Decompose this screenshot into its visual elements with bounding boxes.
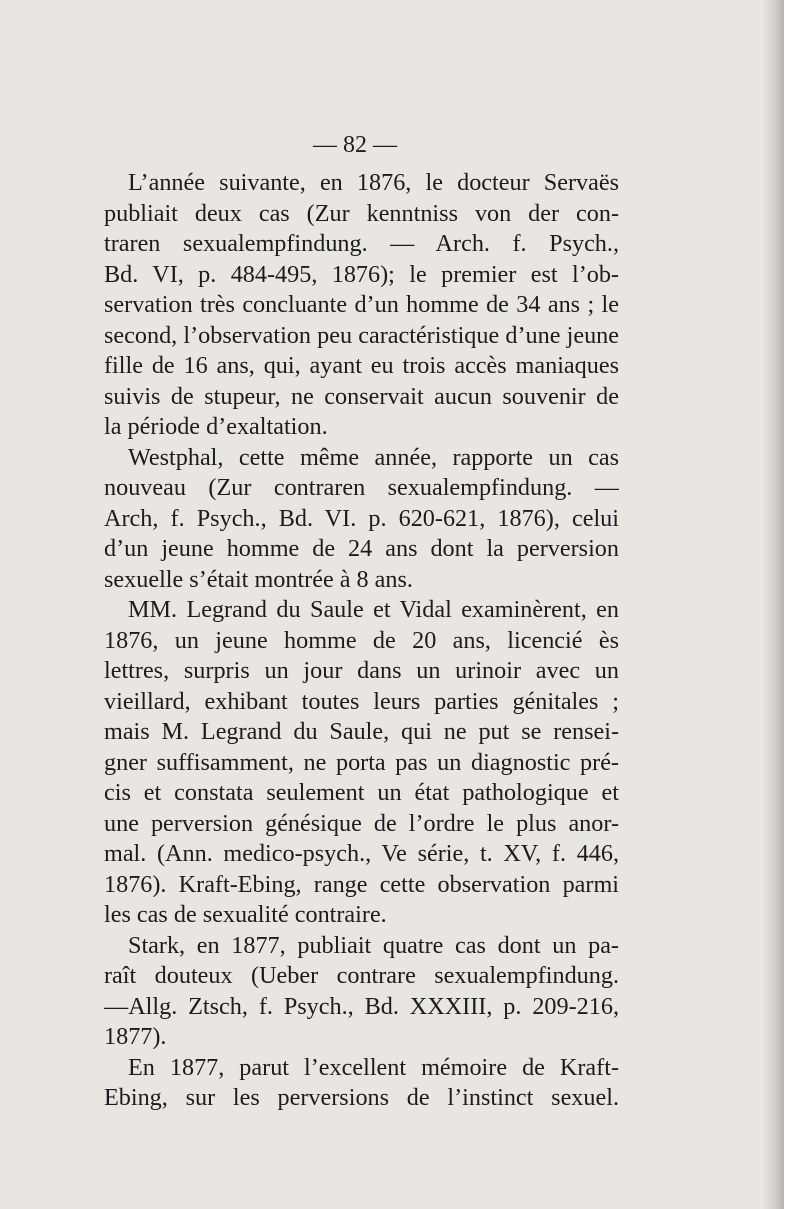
page-number: — 82 — xyxy=(313,132,397,158)
text-line: gner suffisamment, ne porta pas un diagnostic pré- xyxy=(104,748,619,776)
text-line: MM. Legrand du Saule et Vidal examinèrent, en xyxy=(128,596,619,623)
text-line: vieillard, exhibant toutes leurs parties génitales ; xyxy=(104,687,619,715)
text-line: nouveau (Zur contraren sexualempfindung. — xyxy=(104,474,619,501)
text-line: lettres, surpris un jour dans un urinoir avec un xyxy=(104,657,619,684)
page-edge-shadow xyxy=(762,0,784,1209)
text-line: —Allg. Ztsch, f. Psych., Bd. XXXIII, p. 209-216, xyxy=(104,992,619,1020)
text-line: publiait deux cas (Zur kenntniss von der con- xyxy=(104,199,619,227)
text-line: la période d’exaltation. xyxy=(104,413,328,440)
text-line: L’année suivante, en 1876, le docteur Servaës xyxy=(128,169,619,196)
text-line: Westphal, cette même année, rapporte un cas xyxy=(128,443,619,471)
text-line: fille de 16 ans, qui, ayant eu trois accès maniaques xyxy=(104,352,619,379)
text-line: second, l’observation peu caractéristique d’une jeune xyxy=(104,321,619,349)
text-line: Stark, en 1877, publiait quatre cas dont un pa- xyxy=(128,931,619,959)
text-line: suivis de stupeur, ne conservait aucun souvenir de xyxy=(104,382,619,410)
text-line: raît douteux (Ueber contrare sexualempfindung. xyxy=(104,962,619,989)
text-line: sexuelle s’était montrée à 8 ans. xyxy=(104,565,413,593)
text-line: une perversion génésique de l’ordre le plus anor- xyxy=(104,809,619,837)
text-line: mal. (Ann. medico-psych., Ve série, t. XV, f. 446, xyxy=(104,840,619,867)
text-line: 1877). xyxy=(104,1023,167,1050)
body-text xyxy=(104,168,619,1114)
text-line: cis et constata seulement un état pathologique et xyxy=(104,779,619,806)
text-line: mais M. Legrand du Saule, qui ne put se rensei- xyxy=(104,718,619,745)
text-line: 1876). Kraft-Ebing, range cette observation parmi xyxy=(104,870,619,898)
text-line: Arch, f. Psych., Bd. VI. p. 620-621, 1876), celui xyxy=(104,504,619,532)
text-line: Ebing, sur les perversions de l’instinct sexuel. xyxy=(104,1084,619,1111)
text-line: 1876, un jeune homme de 20 ans, licencié ès xyxy=(104,626,619,654)
text-line: d’un jeune homme de 24 ans dont la perversion xyxy=(104,535,619,562)
text-line: les cas de sexualité contraire. xyxy=(104,901,387,928)
text-line: Bd. VI, p. 484-495, 1876); le premier est l’ob- xyxy=(104,260,619,288)
text-line: servation très concluante d’un homme de 34 ans ; le xyxy=(104,291,619,318)
text-line: traren sexualempfindung. — Arch. f. Psych., xyxy=(104,230,619,257)
text-line: En 1877, parut l’excellent mémoire de Kraft- xyxy=(128,1053,619,1081)
